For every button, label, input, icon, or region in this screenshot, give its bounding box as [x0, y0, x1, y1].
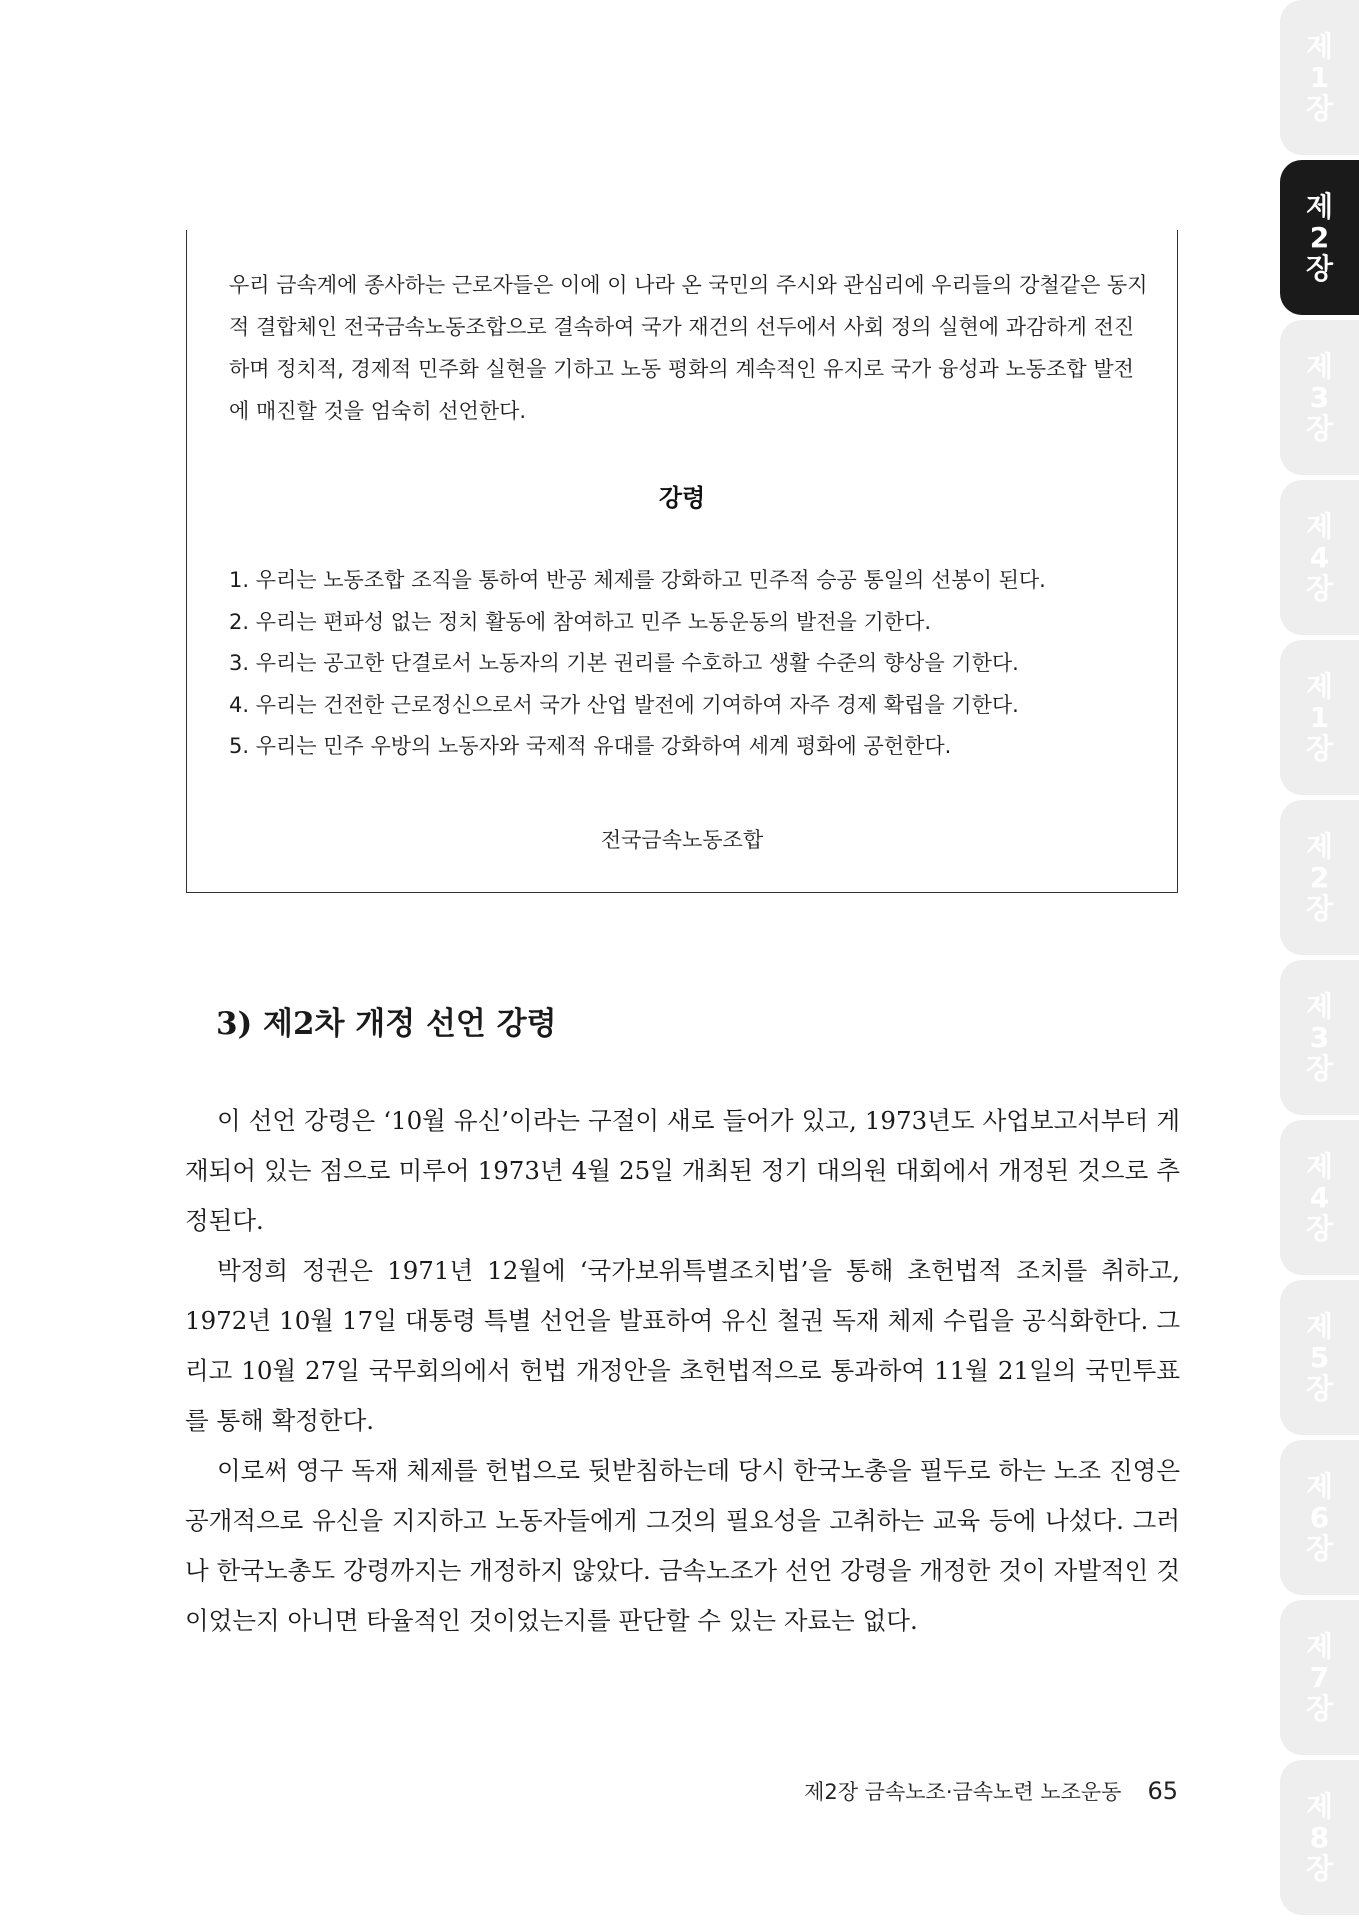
program-item: 2. 우리는 편파성 없는 정치 활동에 참여하고 민주 노동운동의 발전을 기한다.: [229, 609, 932, 634]
tab-label: 제: [1305, 1150, 1334, 1183]
program-item: 1. 우리는 노동조합 조직을 통하여 반공 체제를 강화하고 민주적 승공 통일의 선봉이 된다.: [229, 568, 1046, 592]
chapter-tab[interactable]: [1280, 1440, 1359, 1595]
tab-label: 제: [1305, 350, 1334, 383]
tab-number: 5: [1309, 1341, 1330, 1374]
tab-label: 장: [1305, 1852, 1334, 1885]
tab-label: 제: [1305, 190, 1334, 223]
chapter-tab[interactable]: [1280, 480, 1359, 635]
chapter-tabs: [1280, 0, 1359, 1920]
tab-label: 제: [1305, 30, 1334, 63]
tab-number: 1: [1309, 61, 1330, 94]
program-list: [229, 560, 1149, 768]
page-footer: [804, 1776, 1178, 1806]
tab-number: 4: [1309, 541, 1330, 574]
chapter-tab[interactable]: [1280, 1120, 1359, 1275]
tab-label: 장: [1305, 1212, 1334, 1245]
tab-label: 장: [1305, 572, 1334, 605]
tab-number: 3: [1309, 1021, 1330, 1054]
chapter-tab[interactable]: [1280, 960, 1359, 1115]
chapter-tab[interactable]: [1280, 320, 1359, 475]
tab-label: 제: [1305, 830, 1334, 863]
body-paragraph: 박정희 정권은 1971년 12월에 ‘국가보위특별조치법’을 통해 초헌법적 조치를 취하고, 1972년 10월 17일 대통령 특별 선언을 발표하여 유신 철권 독재 체제 수립을 공식화한다. 그리고 10월 27일 국무회의에서 헌법 개정안을 초헌법적으로 통과하여 11월 21일의 국민투표를 통해 확정한다.: [185, 1256, 1180, 1435]
chapter-tab-active[interactable]: [1280, 160, 1359, 315]
tab-number: 7: [1309, 1661, 1330, 1694]
chapter-tab[interactable]: [1280, 800, 1359, 955]
tab-label: 제: [1305, 670, 1334, 703]
program-item: 3. 우리는 공고한 단결로서 노동자의 기본 권리를 수호하고 생활 수준의 향상을 기한다.: [229, 651, 1019, 675]
program-heading: 강령: [658, 484, 706, 512]
tab-number: 1: [1309, 701, 1330, 734]
chapter-tab[interactable]: [1280, 0, 1359, 155]
section-title: 3) 제2차 개정 선언 강령: [216, 1006, 557, 1042]
page-number: 65: [1147, 1777, 1178, 1805]
program-item: 5. 우리는 민주 우방의 노동자와 국제적 유대를 강화하여 세계 평화에 공헌한다.: [229, 734, 952, 758]
tab-label: 장: [1305, 892, 1334, 925]
declaration-signature: 전국금속노동조합: [600, 828, 764, 852]
section-body: [185, 1096, 1180, 1646]
body-paragraph: 이 선언 강령은 ‘10월 유신’이라는 구절이 새로 들어가 있고, 1973년도 사업보고서부터 게재되어 있는 점으로 미루어 1973년 4월 25일 개최된 정기 대의원 대회에서 개정된 것으로 추정된다.: [185, 1106, 1180, 1235]
declaration-paragraph: 우리 금속계에 종사하는 근로자들은 이에 이 나라 온 국민의 주시와 관심리에 우리들의 강철같은 동지적 결합체인 전국금속노동조합으로 결속하여 국가 재건의 선두에서 사회 정의 실현에 과감하게 전진하며 정치적, 경제적 민주화 실현을 기하고 노동 평화의 계속적인 유지로 국가 융성과 노동조합 발전에 매진할 것을 엄숙히 선언한다.: [229, 273, 1148, 423]
tab-label: 제: [1305, 1470, 1334, 1503]
tab-label: 장: [1305, 732, 1334, 765]
tab-label: 장: [1305, 412, 1334, 445]
chapter-tab[interactable]: [1280, 1760, 1359, 1915]
tab-label: 장: [1305, 252, 1334, 285]
tab-label: 제: [1305, 1790, 1334, 1823]
chapter-tab[interactable]: [1280, 1280, 1359, 1435]
tab-label: 제: [1305, 1630, 1334, 1663]
tab-number: 8: [1309, 1821, 1330, 1854]
tab-label: 제: [1305, 990, 1334, 1023]
chapter-tab[interactable]: [1280, 1600, 1359, 1755]
tab-number: 6: [1309, 1501, 1330, 1534]
tab-number: 3: [1309, 381, 1330, 414]
tab-number: 4: [1309, 1181, 1330, 1214]
program-item: 4. 우리는 건전한 근로정신으로서 국가 산업 발전에 기여하여 자주 경제 확립을 기한다.: [229, 692, 1019, 717]
tab-label: 장: [1305, 1532, 1334, 1565]
tab-label: 장: [1305, 1052, 1334, 1085]
body-paragraph: 이로써 영구 독재 체제를 헌법으로 뒷받침하는데 당시 한국노총을 필두로 하는 노조 진영은 공개적으로 유신을 지지하고 노동자들에게 그것의 필요성을 고취하는 교육 등에 나섰다. 그러나 한국노총도 강령까지는 개정하지 않았다. 금속노조가 선언 강령을 개정한 것이 자발적인 것이었는지 아니면 타율적인 것이었는지를 판단할 수 있는 자료는 없다.: [185, 1456, 1180, 1635]
tab-number: 2: [1309, 861, 1330, 894]
tab-label: 장: [1305, 92, 1334, 125]
declaration-box: [186, 230, 1178, 893]
tab-number: 2: [1309, 221, 1330, 254]
tab-label: 제: [1305, 510, 1334, 543]
chapter-tab[interactable]: [1280, 640, 1359, 795]
tab-label: 제: [1305, 1310, 1334, 1343]
footer-chapter: 제2장 금속노조·금속노련 노조운동: [804, 1780, 1122, 1804]
tab-label: 장: [1305, 1372, 1334, 1405]
tab-label: 장: [1305, 1692, 1334, 1725]
